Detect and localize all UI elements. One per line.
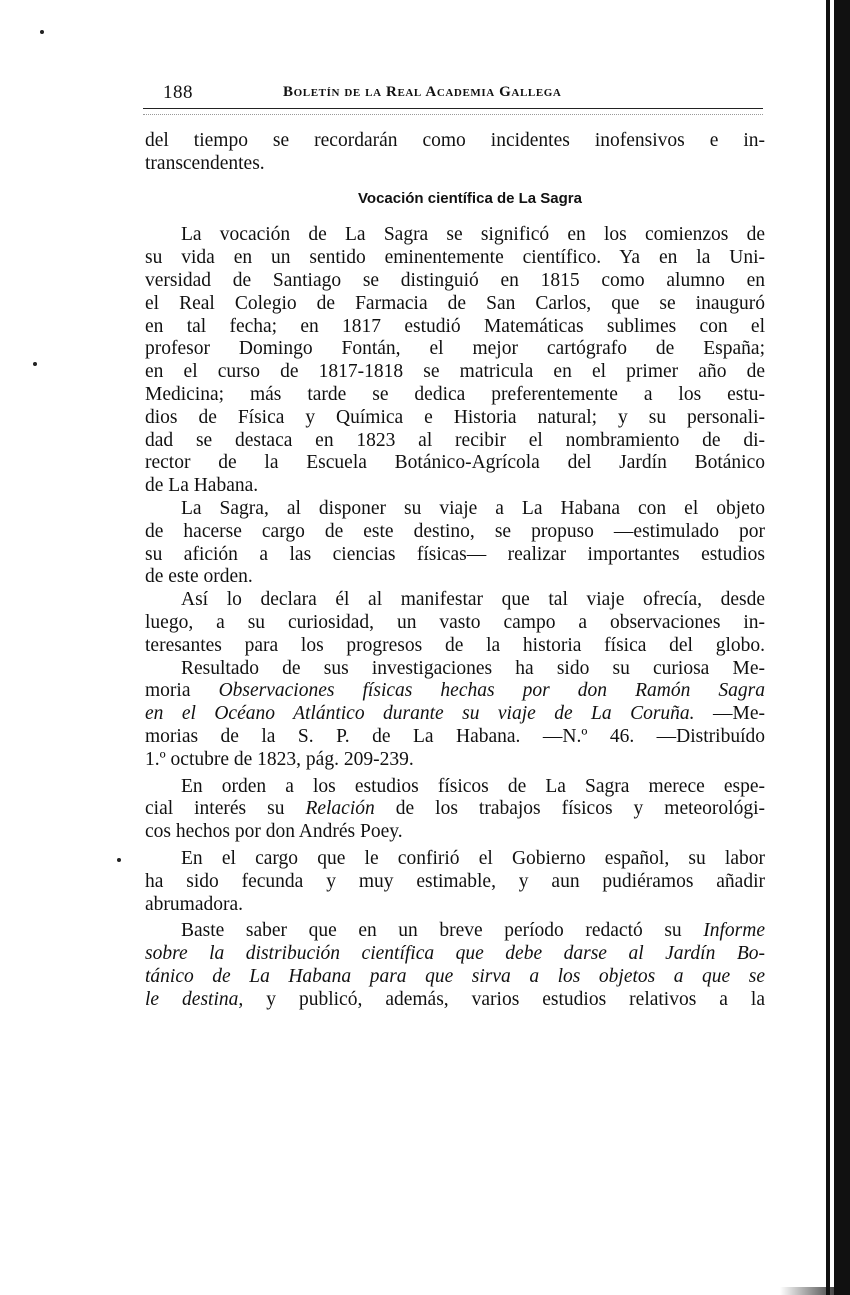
text-line: morias de la S. P. de La Habana. —N.º 46. —Distribuído <box>145 725 765 747</box>
text-line: teresantes para los progresos de la historia física del globo. <box>145 634 765 656</box>
text-line <box>145 798 765 821</box>
text-run: y publicó, además, varios estudios relativos a la <box>243 988 765 1010</box>
text-line: Así lo declara él al manifestar que tal viaje ofrecía, desde <box>181 589 765 611</box>
text-run: de los trabajos físicos y meteorológi- <box>374 798 765 820</box>
text-line: Resultado de sus investigaciones ha sido su curiosa Me- <box>181 657 765 679</box>
scan-speck <box>117 858 121 862</box>
text-run: —Me- <box>694 703 765 725</box>
text-line: En el cargo que le confirió el Gobierno español, su labor <box>181 847 765 869</box>
page-number: 188 <box>163 82 193 103</box>
text-line: dios de Física y Química e Historia natural; y su personali- <box>145 406 765 428</box>
italic-title: en el Océano Atlántico durante su viaje de La Coruña. <box>145 703 695 725</box>
text-line <box>145 989 765 1012</box>
text-line: La vocación de La Sagra se significó en los comienzos de <box>181 224 765 246</box>
text-line: en tal fecha; en 1817 estudió Matemáticas sublimes con el <box>145 315 765 337</box>
section-heading: Vocación científica de La Sagra <box>358 189 582 207</box>
italic-title: tánico de La Habana para que sirva a los objetos a que se <box>145 965 765 987</box>
text-line: su afición a las ciencias físicas— realizar importantes estudios <box>145 543 765 565</box>
text-run: moria <box>145 680 219 702</box>
page-binding-shadow <box>780 1287 850 1295</box>
text-line: de La Habana. <box>145 475 259 497</box>
header-rule-faint <box>143 114 763 115</box>
text-line: dad se destaca en 1823 al recibir el nombramiento de di- <box>145 429 765 451</box>
text-line: cos hechos por don Andrés Poey. <box>145 821 403 843</box>
text-line: en el curso de 1817-1818 se matricula en el primer año de <box>145 361 765 383</box>
text-line: La Sagra, al disponer su viaje a La Habana con el objeto <box>181 497 765 519</box>
text-line: profesor Domingo Fontán, el mejor cartógrafo de España; <box>145 338 765 360</box>
page-binding-edge <box>820 0 850 1295</box>
text-line <box>145 966 765 989</box>
text-line <box>145 703 765 726</box>
text-run: Baste saber que en un breve período redactó su <box>181 920 704 942</box>
text-line: de este orden. <box>145 566 253 588</box>
text-line: rector de la Escuela Botánico-Agrícola del Jardín Botánico <box>145 452 765 474</box>
text-run: cial interés su <box>145 798 306 820</box>
text-line: abrumadora. <box>145 893 243 915</box>
scan-speck <box>40 30 44 34</box>
running-title: Boletín de la Real Academia Gallega <box>283 84 562 100</box>
text-line: su vida en un sentido eminentemente científico. Ya en la Uni- <box>145 247 765 269</box>
italic-title: le destina, <box>145 988 244 1010</box>
text-line <box>145 943 765 966</box>
header-rule <box>143 108 763 109</box>
page-body <box>145 130 765 1011</box>
text-line: ha sido fecunda y muy estimable, y aun pudiéramos añadir <box>145 870 765 892</box>
text-line: de hacerse cargo de este destino, se propuso —estimulado por <box>145 520 765 542</box>
italic-title: sobre la distribución científica que debe darse al Jardín Bo- <box>145 943 765 965</box>
text-line: versidad de Santiago se distinguió en 1815 como alumno en <box>145 269 765 291</box>
text-line: 1.º octubre de 1823, pág. 209-239. <box>145 748 414 770</box>
text-line: Medicina; más tarde se dedica preferentemente a los estu- <box>145 383 765 405</box>
italic-title: Observaciones físicas hechas por don Ramón Sagra <box>218 680 766 702</box>
text-line: luego, a su curiosidad, un vasto campo a observaciones in- <box>145 611 765 633</box>
page-header <box>143 82 763 108</box>
text-line: el Real Colegio de Farmacia de San Carlos, que se inauguró <box>145 292 765 314</box>
text-line <box>145 680 765 703</box>
text-line: En orden a los estudios físicos de La Sagra merece espe- <box>181 775 765 797</box>
text-line: del tiempo se recordarán como incidentes inofensivos e in- <box>145 130 765 151</box>
italic-title: Relación <box>305 798 375 820</box>
italic-title: Informe <box>703 920 765 942</box>
text-line <box>145 920 765 943</box>
scan-speck <box>33 362 37 366</box>
text-line: transcendentes. <box>145 152 265 174</box>
